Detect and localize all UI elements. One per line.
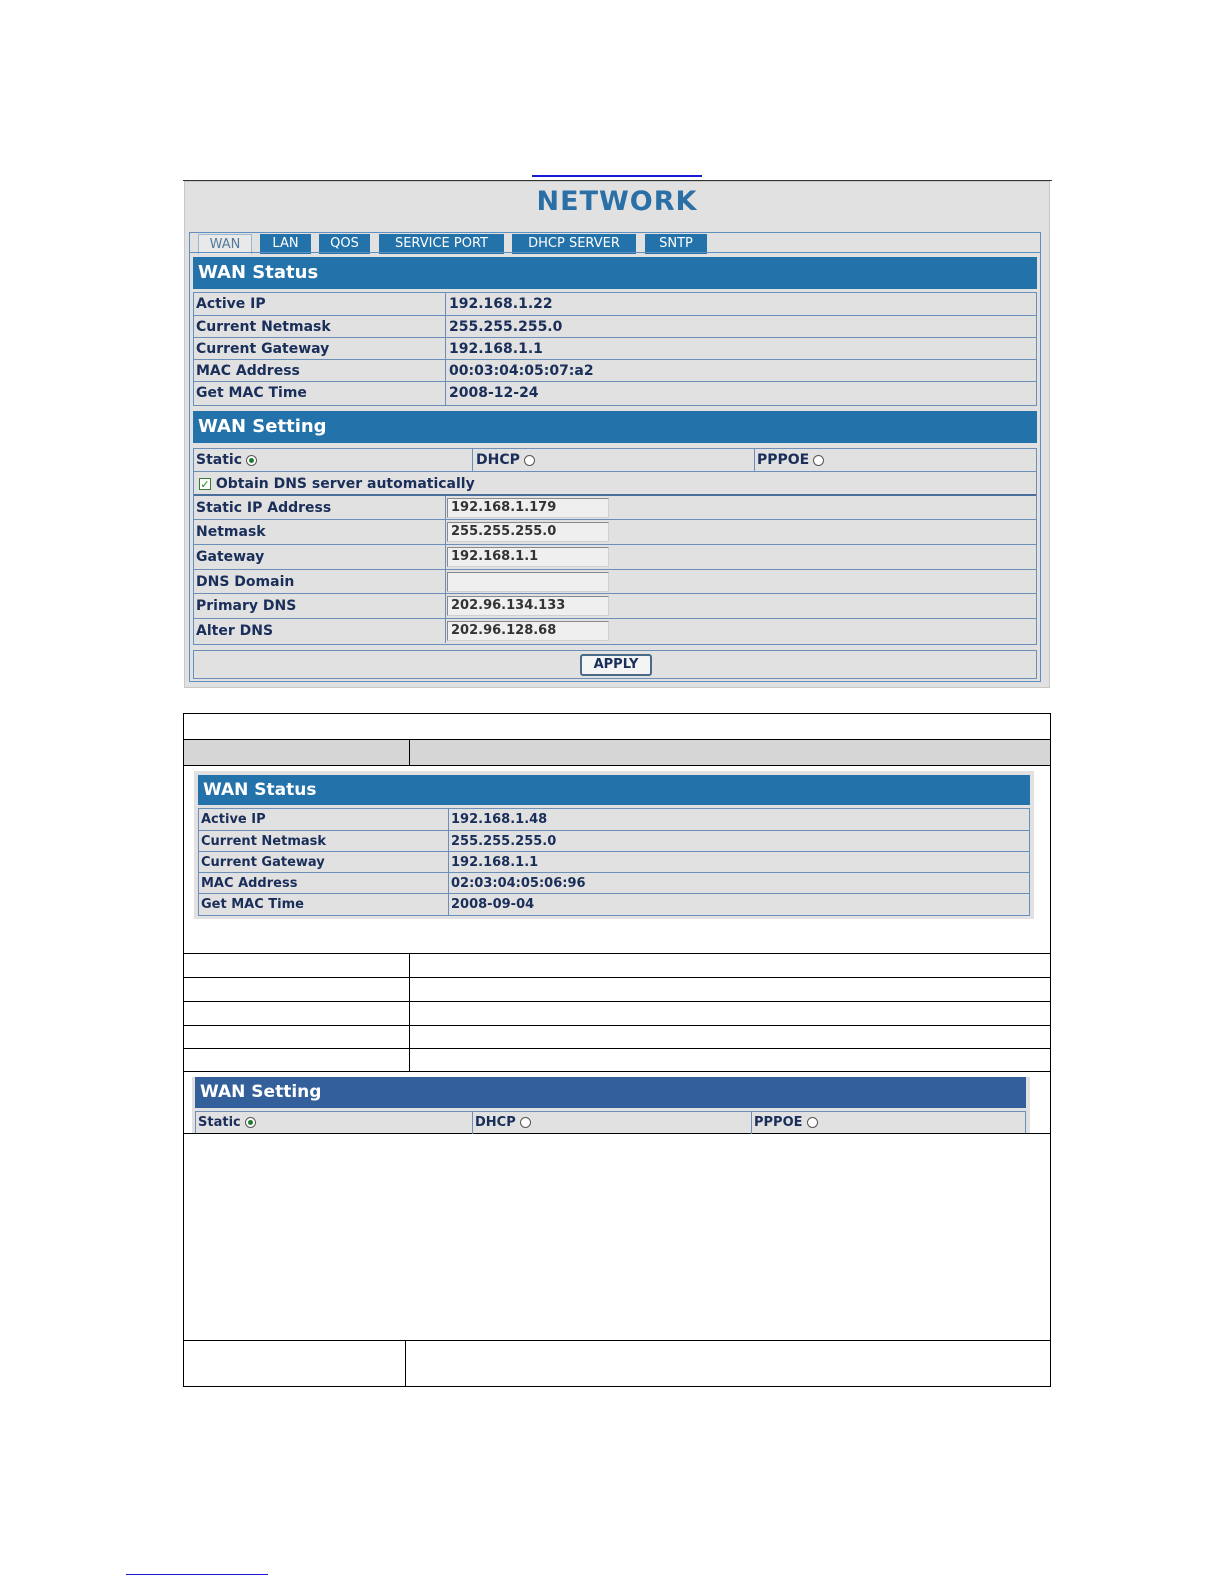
pppoe-radio[interactable] (813, 455, 824, 466)
status-value: 255.255.255.0 (449, 319, 563, 335)
table-row (194, 338, 1036, 360)
apply-row (193, 650, 1037, 679)
status-value: 02:03:04:05:06:96 (451, 876, 586, 891)
mode-pppoe[interactable] (757, 449, 824, 472)
table-row (194, 619, 1036, 643)
table-row (194, 382, 1036, 405)
status-label: Get MAC Time (201, 897, 304, 912)
page-title: NETWORK (536, 186, 698, 217)
table-row (199, 809, 1029, 831)
table-row (194, 594, 1036, 619)
status-label: Active IP (196, 296, 266, 312)
table-row (194, 496, 1036, 520)
status-label: MAC Address (201, 876, 298, 891)
wan-status-heading: WAN Status (193, 257, 1037, 289)
table-row (194, 293, 1036, 316)
mode-dhcp-label: DHCP (476, 452, 520, 468)
mode-pppoe-label: PPPOE (754, 1115, 803, 1130)
mode-dhcp[interactable] (476, 449, 535, 472)
tab-wan[interactable]: WAN (198, 234, 252, 254)
status-label: Current Netmask (196, 319, 331, 335)
dhcp-radio[interactable] (524, 455, 535, 466)
static-ip-input[interactable]: 192.168.1.179 (447, 498, 609, 518)
wan-setting-screenshot (192, 1077, 1030, 1133)
static-radio[interactable] (246, 455, 257, 466)
wan-setting-heading-2: WAN Setting (195, 1077, 1026, 1108)
tab-sntp[interactable]: SNTP (645, 234, 707, 254)
primary-dns-input[interactable]: 202.96.134.133 (447, 596, 609, 616)
status-value: 192.168.1.1 (449, 341, 543, 357)
table-row (199, 831, 1029, 852)
wan-setting-heading: WAN Setting (193, 411, 1037, 443)
footer-link-underline (126, 1574, 268, 1575)
tab-bar (189, 232, 1041, 253)
wan-status-table-2 (198, 808, 1030, 916)
static-radio[interactable] (245, 1117, 256, 1128)
tab-qos[interactable]: QOS (319, 234, 370, 254)
tab-lan[interactable]: LAN (260, 234, 311, 254)
table-row (194, 545, 1036, 570)
dns-auto-label: Obtain DNS server automatically (215, 476, 475, 492)
dns-auto-option[interactable] (199, 472, 475, 496)
wan-content (189, 252, 1041, 682)
status-value: 192.168.1.1 (451, 855, 539, 870)
mode-pppoe[interactable] (754, 1112, 818, 1134)
table-row (194, 316, 1036, 338)
status-label: Current Gateway (201, 855, 325, 870)
field-label: DNS Domain (196, 574, 295, 590)
header-link-underline (532, 175, 702, 177)
status-label: Current Netmask (201, 834, 327, 849)
mode-static[interactable] (198, 1112, 256, 1134)
alter-dns-input[interactable]: 202.96.128.68 (447, 621, 609, 641)
table-row (194, 360, 1036, 382)
status-label: Active IP (201, 812, 266, 827)
mode-dhcp-label: DHCP (475, 1115, 516, 1130)
field-label: Primary DNS (196, 598, 297, 614)
status-value: 2008-12-24 (449, 385, 539, 401)
status-value: 192.168.1.22 (449, 296, 553, 312)
pppoe-radio[interactable] (807, 1117, 818, 1128)
mode-static[interactable] (196, 449, 257, 472)
mode-row (194, 449, 1036, 472)
status-label: Current Gateway (196, 341, 330, 357)
apply-button[interactable]: APPLY (580, 654, 652, 676)
dns-auto-row (194, 472, 1036, 496)
field-label: Gateway (196, 549, 265, 565)
mode-static-label: Static (198, 1115, 241, 1130)
tab-dhcp-server[interactable]: DHCP SERVER (512, 234, 636, 254)
gateway-input[interactable]: 192.168.1.1 (447, 547, 609, 567)
field-label: Static IP Address (196, 500, 332, 516)
mode-dhcp[interactable] (475, 1112, 531, 1134)
wan-status-screenshot (194, 771, 1034, 919)
status-value: 255.255.255.0 (451, 834, 557, 849)
wan-status-heading-2: WAN Status (198, 775, 1030, 805)
status-label: MAC Address (196, 363, 300, 379)
status-value: 192.168.1.48 (451, 812, 548, 827)
mode-row (196, 1112, 1025, 1134)
status-label: Get MAC Time (196, 385, 307, 401)
table-row (194, 570, 1036, 594)
tab-service-port[interactable]: SERVICE PORT (379, 234, 504, 254)
mode-pppoe-label: PPPOE (757, 452, 810, 468)
wan-status-table (193, 292, 1037, 406)
wan-setting-table (193, 448, 1037, 645)
mode-static-label: Static (196, 452, 243, 468)
mode-row-2 (195, 1111, 1026, 1133)
field-label: Alter DNS (196, 623, 274, 639)
table-row (199, 852, 1029, 873)
status-value: 00:03:04:05:07:a2 (449, 363, 594, 379)
table-row (199, 873, 1029, 894)
doc-header-shade (184, 739, 1050, 765)
dhcp-radio[interactable] (520, 1117, 531, 1128)
field-label: Netmask (196, 524, 266, 540)
table-row (199, 894, 1029, 915)
status-value: 2008-09-04 (451, 897, 535, 912)
dns-auto-checkbox[interactable]: ✓ (200, 478, 210, 491)
netmask-input[interactable]: 255.255.255.0 (447, 522, 609, 542)
network-panel (184, 181, 1050, 688)
dns-domain-input[interactable] (447, 572, 609, 592)
table-row (194, 520, 1036, 545)
